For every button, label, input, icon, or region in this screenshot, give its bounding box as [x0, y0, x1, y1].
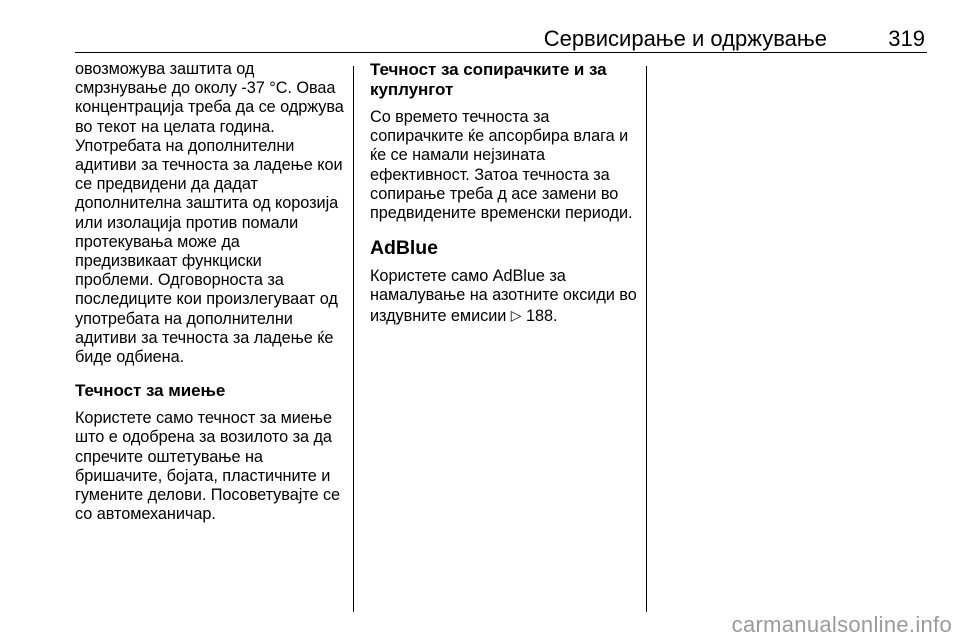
text-line: предизвикаат функциски [75, 252, 262, 271]
coolant-paragraph [75, 60, 350, 367]
washer-fluid-paragraph [75, 409, 350, 524]
adblue-paragraph [370, 267, 640, 326]
column-right [370, 60, 640, 326]
text-line: со автомеханичар. [75, 505, 216, 524]
text-line: последиците кои произлегуваат од [75, 290, 338, 309]
adblue-heading: AdBlue [370, 237, 438, 260]
text-line: Употребата на дополнителни [75, 136, 295, 155]
text-line [370, 306, 640, 326]
column-divider-right [646, 66, 647, 612]
text-line: употребата на дополнителни [75, 309, 293, 328]
column-left [75, 60, 350, 524]
text-line: концентрација треба да се одржува [75, 98, 344, 117]
page-header [75, 26, 927, 54]
watermark-text: carmanualsonline.info [731, 612, 952, 637]
text-line: Користете само течност за миење [75, 409, 332, 428]
text-line: овозможува заштита од [75, 60, 255, 78]
text-line: ќе се намали нејзината [370, 146, 545, 165]
brake-fluid-heading [370, 60, 640, 100]
text-line: Користете само AdBlue за [370, 267, 566, 286]
text-line: биде одбиена. [75, 348, 185, 367]
page-title: Сервисирање и одржување [543, 26, 827, 51]
header-rule [75, 52, 927, 53]
text-line: спречите оштетување на [75, 447, 263, 466]
text-line: дополнителна заштита од корозија [75, 194, 339, 213]
text-line: сопирачките ќе апсорбира влага и [370, 127, 629, 146]
text-line: гумените делови. Посоветувајте се [75, 486, 341, 505]
column-divider-left [353, 66, 354, 612]
heading-line: Течност за сопирачките и за [370, 60, 607, 79]
text-line: што е одобрена за возилото за да [75, 428, 332, 447]
text-line: ефективност. Затоа течноста за [370, 165, 610, 184]
text-line: Со времето течноста за [370, 108, 550, 126]
washer-fluid-heading: Течност за миење [75, 381, 226, 401]
text-line: бришачите, бојата, пластичните и [75, 466, 331, 485]
text-line: или изолација против помали [75, 213, 299, 232]
page-reference-link[interactable]: 188. [526, 306, 558, 325]
text-line: смрзнување до околу -37 °C. Оваа [75, 79, 336, 98]
text-line: се предвидени да дадат [75, 175, 258, 194]
brake-fluid-paragraph [370, 108, 640, 223]
text-line: проблеми. Одговорноста за [75, 271, 284, 290]
text-line: намалување на азотните оксиди во [370, 286, 637, 305]
page-number: 319 [888, 26, 925, 51]
text-line: во текот на целата година. [75, 117, 275, 136]
text-line: протекувања може да [75, 232, 240, 251]
text-line: предвидените временски периоди. [370, 204, 633, 223]
page-reference-icon: ▷ [510, 306, 522, 323]
text-line: сопирање треба д асе замени во [370, 184, 619, 203]
adblue-last-line-text: издувните емисии [370, 306, 507, 325]
text-line: адитиви за течноста за ладење ќе [75, 328, 334, 347]
text-line: адитиви за течноста за ладење кои [75, 156, 343, 175]
heading-line: куплунгот [370, 80, 454, 99]
